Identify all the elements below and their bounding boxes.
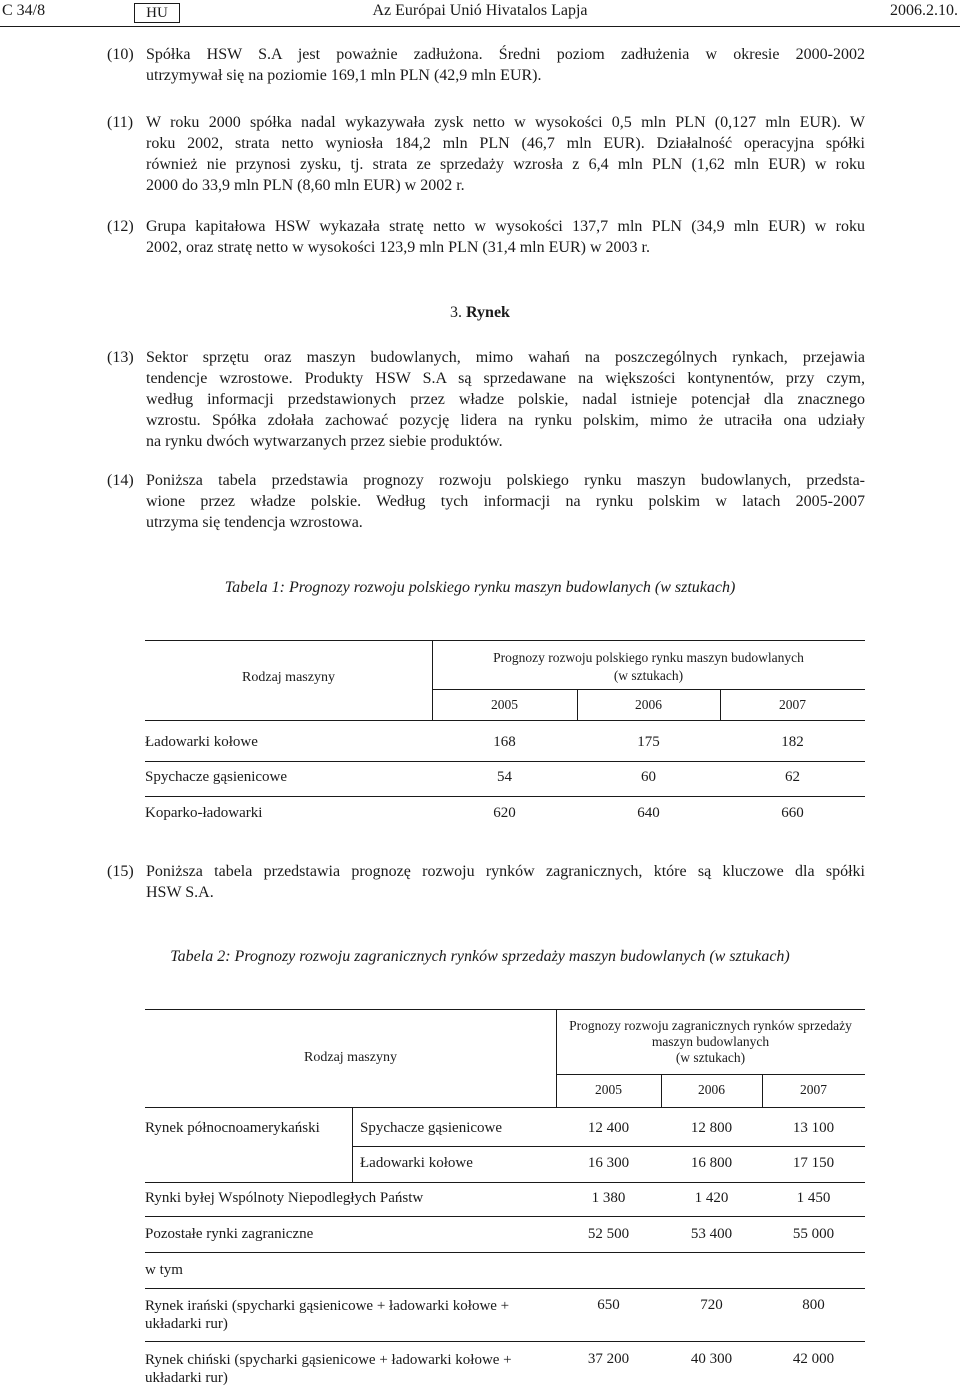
table2-cell: 1 420 [694, 1190, 729, 1206]
table-rule [145, 720, 865, 721]
paragraph-line: według informacji przedstawionych przez władze polskie, nadal istnieje potencjał dla znacznego [146, 391, 865, 408]
table1-row-label: Ładowarki kołowe [145, 734, 258, 750]
paragraph-line: 2000 do 33,9 mln PLN (8,60 mln EUR) w 2002 r. [146, 177, 465, 194]
table2-row-label: Spychacze gąsienicowe [360, 1120, 503, 1136]
paragraph-13 [107, 347, 865, 452]
paragraph-15 [107, 861, 865, 903]
header-line: maszyn budowlanych [651, 1034, 770, 1049]
table-rule [145, 796, 865, 797]
paragraph-line: utrzymywał się na poziomie 169,1 mln PLN (42,9 mln EUR). [146, 67, 542, 84]
table2-market-label: Rynek północnoamerykański [145, 1120, 320, 1136]
year-header: 2007 [800, 1082, 827, 1097]
paragraph-line: utrzyma się tendencja wzrostowa. [146, 514, 363, 531]
table2-cell: 13 100 [792, 1120, 835, 1136]
language-badge: HU [134, 3, 180, 23]
table2-cell: 52 500 [587, 1226, 630, 1242]
table-rule [352, 1107, 353, 1182]
paragraph-line: na rynku dwóch wytwarzanych przez siebie produktów. [146, 433, 503, 450]
table2-cell: 12 400 [587, 1120, 630, 1136]
table-rule [145, 1107, 865, 1108]
table2-cell: 37 200 [587, 1351, 630, 1367]
paragraph-line: roku 2002, strata netto wyniosła 184,2 mln PLN (46,7 mln EUR). Działalność operacyjna spółki [146, 135, 865, 152]
paragraph-number: (12) [107, 218, 134, 235]
table2-cell: 1 380 [591, 1190, 626, 1206]
table2-row-label [145, 1351, 545, 1387]
table1-cell: 60 [641, 769, 656, 785]
page-reference: C 34/8 [2, 2, 46, 19]
table1-cell: 620 [493, 805, 516, 821]
header-line: Prognozy rozwoju zagranicznych rynków sprzedaży [569, 1018, 852, 1033]
table1-cell: 175 [637, 734, 660, 750]
label-line: układarki rur) [145, 1370, 228, 1386]
table2-cell: 800 [802, 1297, 825, 1313]
table2-row-label: Ładowarki kołowe [360, 1155, 473, 1171]
paragraph-number: (14) [107, 472, 134, 489]
year-header: 2005 [595, 1082, 622, 1097]
header-line: (w sztukach) [613, 668, 684, 683]
table1-cell: 54 [497, 769, 512, 785]
table1-row-label: Spychacze gąsienicowe [145, 769, 288, 785]
table1-caption: Tabela 1: Prognozy rozwoju polskiego rynku maszyn budowlanych (w sztukach) [224, 579, 736, 596]
paragraph-line: również nie przynosi zysku, tj. strata ze sprzedaży wzrosła z 6,4 mln PLN (1,62 mln EUR) w roku [146, 156, 865, 173]
paragraph-12 [107, 216, 865, 258]
table2-cell: 16 800 [690, 1155, 733, 1171]
label-line: Rynek irański (spycharki gąsienicowe + ładowarki kołowe + [145, 1298, 510, 1314]
header-line: Prognozy rozwoju polskiego rynku maszyn budowlanych [493, 650, 804, 665]
table2-subheading: w tym [145, 1262, 183, 1278]
table2-cell: 16 300 [587, 1155, 630, 1171]
paragraph-14 [107, 470, 865, 533]
table2-cell: 53 400 [690, 1226, 733, 1242]
paragraph-10 [107, 44, 865, 86]
paragraph-11 [107, 112, 865, 196]
table2-cell: 40 300 [690, 1351, 733, 1367]
table1-row-label: Koparko-ładowarki [145, 805, 263, 821]
paragraph-line: Poniższa tabela przedstawia prognozy rozwoju polskiego rynku maszyn budowlanych, przedsta- [146, 472, 865, 489]
table-rule [145, 1288, 865, 1289]
table1-cell: 182 [781, 734, 804, 750]
table2-row-label: Rynki byłej Wspólnoty Niepodległych Państw [145, 1190, 424, 1206]
table2-cell: 720 [700, 1297, 723, 1313]
section-title [0, 304, 960, 322]
table2-cell: 42 000 [792, 1351, 835, 1367]
paragraph-line: Grupa kapitałowa HSW wykazała stratę netto w wysokości 137,7 mln PLN (34,9 mln EUR) w roku [146, 218, 865, 235]
paragraph-line: tendencje wzrostowe. Produkty HSW S.A są sprzedawane na większości kontynentów, przy czym, [146, 370, 865, 387]
label-line: Rynek chiński (spycharki gąsienicowe + ładowarki kołowe + [145, 1352, 512, 1368]
table2-row-label: Pozostałe rynki zagraniczne [145, 1226, 314, 1242]
table1-cell: 168 [493, 734, 516, 750]
table2-row-label [145, 1297, 545, 1333]
table2-cell: 55 000 [792, 1226, 835, 1242]
table-rule [145, 761, 865, 762]
table1-cell: 62 [785, 769, 800, 785]
year-header: 2006 [698, 1082, 725, 1097]
table2-cell: 17 150 [792, 1155, 835, 1171]
table1-group-header [432, 649, 865, 685]
table-rule [432, 689, 865, 690]
header-line: (w sztukach) [675, 1050, 746, 1065]
paragraph-line: Poniższa tabela przedstawia prognozę rozwoju rynków zagranicznych, które są kluczowe dla spółki [146, 863, 865, 880]
table2-group-header [556, 1018, 865, 1066]
paragraph-number: (13) [107, 349, 134, 366]
table1-cell: 640 [637, 805, 660, 821]
table2-caption: Tabela 2: Prognozy rozwoju zagranicznych rynków sprzedaży maszyn budowlanych (w sztukach) [170, 948, 790, 965]
paragraph-line: Spółka HSW S.A jest poważnie zadłużona. Średni poziom zadłużenia w okresie 2000-2002 [146, 46, 865, 63]
table-rule [352, 1146, 865, 1147]
table1-column-header: Rodzaj maszyny [242, 670, 335, 685]
section-number: 3. [450, 304, 463, 321]
paragraph-number: (10) [107, 46, 134, 63]
table-rule [145, 1341, 865, 1342]
table2-cell: 12 800 [690, 1120, 733, 1136]
table2-cell: 1 450 [796, 1190, 831, 1206]
paragraph-line: 2002, oraz stratę netto w wysokości 123,9 mln PLN (31,4 mln EUR) w 2003 r. [146, 239, 650, 256]
label-line: układarki rur) [145, 1316, 228, 1332]
paragraph-number: (15) [107, 863, 134, 880]
publication-date: 2006.2.10. [890, 2, 958, 19]
section-heading: Rynek [466, 304, 510, 321]
table-rule [556, 1074, 865, 1075]
paragraph-line: W roku 2000 spółka nadal wykazywała zysk netto w wysokości 0,5 mln PLN (0,127 mln EUR). W [146, 114, 865, 131]
table-rule [145, 1252, 865, 1253]
year-header: 2006 [635, 697, 662, 712]
paragraph-line: wione przez władze polskie. Według tych informacji na rynku polskim w latach 2005-2007 [146, 493, 865, 510]
year-header: 2007 [779, 697, 806, 712]
table-rule [145, 1216, 865, 1217]
year-header: 2005 [491, 697, 518, 712]
table1-cell: 660 [781, 805, 804, 821]
journal-title: Az Európai Unió Hivatalos Lapja [372, 2, 588, 19]
table-rule [145, 640, 865, 641]
header-divider [0, 26, 960, 27]
table-rule [145, 1009, 865, 1010]
paragraph-line: wzrostu. Spółka zdołała zachować pozycję lidera na rynku polskim, mimo że utraciła ona udziały [146, 412, 865, 429]
table-rule [145, 1182, 865, 1183]
paragraph-line: Sektor sprzętu oraz maszyn budowlanych, mimo wahań na poszczególnych rynkach, przejawia [146, 349, 865, 366]
paragraph-line: HSW S.A. [146, 884, 214, 901]
paragraph-number: (11) [107, 114, 134, 131]
table2-cell: 650 [597, 1297, 620, 1313]
table2-column-header: Rodzaj maszyny [304, 1050, 397, 1065]
